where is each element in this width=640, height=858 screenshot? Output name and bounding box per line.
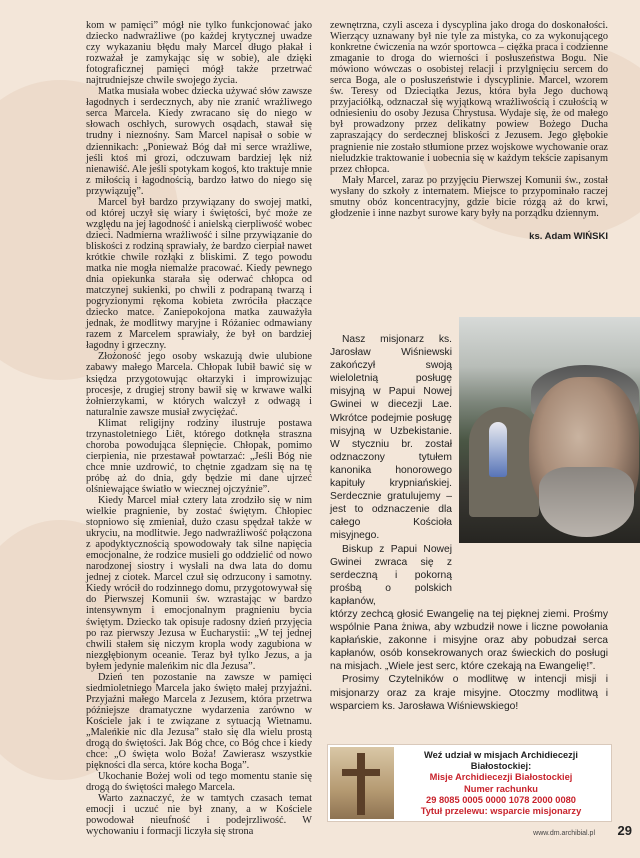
paragraph: Kiedy Marcel miał cztery lata zrodziło się w nim wielkie pragnienie, by zostać świętym. Chłopiec stopniowo się zmieniał, dużo czasu spędzał także w ukryciu, na modlitwie. Jego nadwrażliwość połączona z apodyktycznością spowodowały tak silne napięcia emocjonalne, że rodzice musieli go oddzielić od nowo narodzonej siostry i wysłali na dwa lata do domu jednej z ciotek. Marcel czuł się odrzucony i samotny. Kiedy wrócił do rodzinnego domu, przygotowywał się do Pierwszej Komunii św. wzrastając w bardzo intensywnym i emocjonalnym pragnieniu bycia świętym. Dziecko tak opisuje radosny dzień przyjęcia po raz pierwszy Jezusa w Eucharystii: „W tej jednej chwili stałem się niczym kropla wody zagubiona w niezgłębionym oceanie. Teraz był tylko Jezus, a ja byłem jedynie maleńkim nic dla Jezusa”. xyxy=(86,495,312,672)
cross-icon xyxy=(342,769,380,776)
banner-text xyxy=(396,750,606,817)
paragraph: Mały Marcel, zaraz po przyjęciu Pierwszej Komunii św., został wysłany do szkoły z internatem. Miejsce to przypominało raczej smutny obóz koncentracyjny, gdzie bicie rózgą aż do krwi, głodzenie i inne nazbyt surowe kary były na porządku dziennym. xyxy=(330,174,608,219)
paragraph: Dzień ten pozostanie na zawsze w pamięci siedmioletniego Marcela jako święto małej przyjaźni. Przyjaźni małego Marcela z Jezusem, która przetrwa późniejsze dramatyczne wydarzenia zarówno w Kościele jak i te związane z sytuacją Wietnamu. „Maleńkie nic dla Jezusa” stało się dla wielu prostą drogą do świętości. Jak Bóg chce, co Bóg chce i kiedy chce: „O święta wolo Boża! Zawierasz wszystkie piękności dla serca, które kocha Boga”. xyxy=(86,671,312,772)
paragraph: Warto zaznaczyć, że w tamtych czasach temat emocji i uczuć nie był znany, a w Kościele powodował nieufność i podejrzliwość. W wychowaniu i formacji liczyła się strona xyxy=(86,793,312,838)
author-byline: ks. Adam WIŃSKI xyxy=(529,230,608,242)
website-url: www.dm.archibial.pl xyxy=(533,830,595,837)
article-left-column xyxy=(86,20,312,837)
banner-recipient: Misje Archidiecezji Białostockiej xyxy=(429,772,573,783)
paragraph: zewnętrzna, czyli asceza i dyscyplina jako droga do doskonałości. Wierzący uznawany był nie tyle za mistyka, co za wykonującego konkretne ćwiczenia na wzór sportowca – ciężka praca i codzienne zmaganie to droga do wierności i posłuszeństwa Bogu. Nie mówiono wówczas o osobistej relacji i przylgnięciu sercem do serca Boga, ale o posłuszeństwie i dyscyplinie. Marcel, wzorem św. Teresy od Dzieciątka Jezus, która była Jego duchową przyjaciółką, odznaczał się wyjątkową wrażliwością i czułością w odniesieniu do osoby Jezusa Chrystusa. Wydaje się, że od małego był prowadzony przez delikatny powiew Bożego Ducha zapraszający do serdecznej bliskości z Jezusem. Jego głębokie pragnienie nie zostało stłumione przez wojskowe wychowanie oraz nieludzkie traktowanie i uobecnia się w każdym tekście zapisanym przez chłopca. xyxy=(330,20,608,175)
paragraph: Prosimy Czytelników o modlitwę w intencji misji i misjonarzy oraz za kraje misyjne. Otoczmy modlitwą i wsparciem ks. Jarosława Wiśniewskiego! xyxy=(330,674,608,712)
paragraph: kom w pamięci” mógł nie tylko funkcjonować jako dziecko nadwrażliwe (po każdej krytycznej uwadze czy wykazaniu błędu mały Marcel długo płakał i rozważał je zamykając się w sobie), ale dzięki fotograficznej pamięci mógł także przetrwać najtrudniejsze chwile swojego życia. xyxy=(86,20,312,87)
banner-account-number: 29 8085 0005 0000 1078 2000 0080 xyxy=(426,794,576,805)
article-right-column xyxy=(330,20,608,242)
paragraph: Złożoność jego osoby wskazują dwie ulubione zabawy małego Marcela. Chłopak lubił bawić się w księdza przygotowując ołtarzyki i improwizując procesje, z drugiej strony bawił się w krwawe walki żołnierzykami, w których walczył z odwagą i naturalnie zawsze musiał zwyciężać. xyxy=(86,351,312,418)
missionary-note-narrow xyxy=(330,333,452,608)
page-number: 29 xyxy=(617,823,632,838)
banner-transfer-title: Tytuł przelewu: wsparcie misjonarzy xyxy=(420,806,582,817)
paragraph: Matka musiała wobec dziecka używać słów zawsze łagodnych i serdecznych, aby nie zranić wrażliwego serca Marcela. Kiedy zwracano się do niego w słowach oschłych, surowych osądach, stawał się trudny i nieznośny. Sam Marcel napisał o sobie w dziennikach: „Ponieważ Bóg dał mi serce wrażliwe, jeśli ktoś mi grozi, odczuwam bardziej lęk niż nienawiść. Ale jeśli spotykam kogoś, kto traktuje mnie z miłością i łagodnością, bardzo łatwo do niego się przywiązuję”. xyxy=(86,86,312,197)
paragraph: Marcel był bardzo przywiązany do swojej matki, od której uczył się wiary i świętości, być może ze względu na jej łagodność i anielską cierpliwość wobec dzieci. Nadmierna wrażliwość i silne przywiązanie do bliskości z rodziną sprawiały, że bardzo cierpiał nawet krótkie chwile rozłąki z bliskimi. Z tego powodu matka nie mogła niemalże pracować. Kiedy pewnego dnia opiekunka starała się oderwać chłopca od matczynej sukienki, po chwili z podrapaną twarzą i pogryzionymi rękoma kobieta zwróciła płaczące dziecko matce. Zaniepokojona matka zauważyła jednak, że modlitwy maryjne i Różaniec odmawiany razem z Marcelem sprawiały, że był on bardziej łagodny i grzeczny. xyxy=(86,196,312,352)
paragraph: którzy zechcą głosić Ewangelię na tej pięknej ziemi. Prośmy wspólnie Pana żniwa, aby wzbudził nowe i liczne powołania kapłańskie, zakonne i misyjne oraz aby pobudzał serca kapłanów, osób konsekrowanych oraz świeckich do posługi na misjach. „Wiele jest serc, które czekają na Ewangelię!”. xyxy=(330,608,608,673)
missionary-note-wide xyxy=(330,608,608,713)
paragraph: Ukochanie Bożej woli od tego momentu stanie się drogą do świętości małego Marcela. xyxy=(86,771,312,794)
cross-icon xyxy=(357,753,365,815)
cross-image xyxy=(330,747,394,819)
paragraph: Nasz misjonarz ks. Jarosław Wiśniewski zakończył swoją wieloletnią posługę misyjną w Papui Nowej Gwinei w diecezji Lae. Wkrótce podejmie posługę misyjną w Uzbekistanie. W styczniu br. został odznaczony tytułem kanonika honorowego kapituły krypniańskiej. Serdecznie gratulujemy – jest to odznaczenie dla całego Kościoła misyjnego. xyxy=(330,334,452,542)
paragraph: Klimat religijny rodziny ilustruje postawa trzynastoletniego Liêt, którego dotknęła straszna choroba powodująca ślepnięcie. Chłopak, pomimo cierpienia, nie przestawał powtarzać: „Jeśli Bóg nie chce mnie uzdrowić, to chętnie zgadzam się na tę próbę aż do dnia, gdy będzie mi dane ujrzeć olśniewające światło w wiecznej ojczyźnie”. xyxy=(86,417,312,495)
banner-account-label: Numer rachunku xyxy=(464,783,538,794)
banner-heading: Weź udział w misjach Archidiecezji Białostockiej: xyxy=(424,750,578,772)
missionary-note xyxy=(330,333,608,713)
paragraph: Biskup z Papui Nowej Gwinei zwraca się z serdeczną i pokorną prośbą o polskich kapłanów, xyxy=(330,543,452,607)
donation-banner xyxy=(327,744,612,822)
